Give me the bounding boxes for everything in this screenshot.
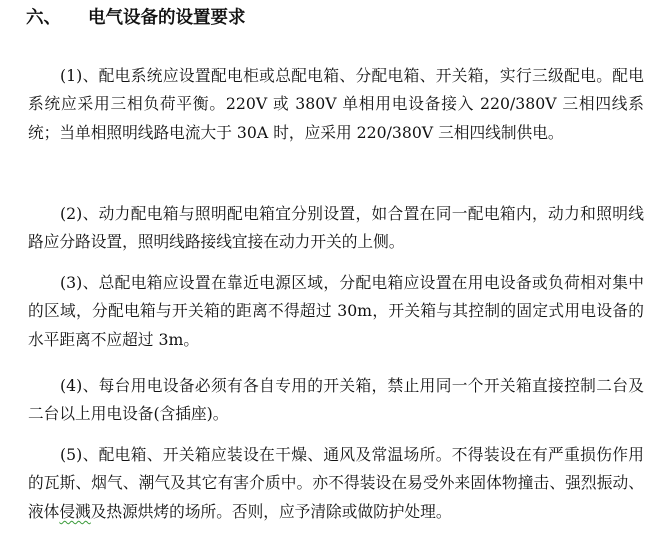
paragraph-5-text-before: (5)、配电箱、开关箱应装设在干燥、通风及常温场所。不得装设在有严重损伤作用的瓦斯、烟气、潮气及其它有害介质中。亦不得装设在易受外来固体物撞击、强烈振动、液体: [28, 445, 644, 521]
paragraph-5: [28, 441, 644, 526]
section-heading: [26, 6, 246, 30]
paragraph-5-text-after: 及热源烘烤的场所。否则，应予清除或做防护处理。: [90, 501, 452, 521]
section-number: 六、: [26, 8, 61, 28]
section-title: 电气设备的设置要求: [88, 8, 246, 28]
paragraph-3: (3)、总配电箱应设置在靠近电源区域，分配电箱应设置在用电设备或负荷相对集中的区域，分配电箱与开关箱的距离不得超过 30m，开关箱与其控制的固定式用电设备的水平距离不应超过 3m。: [28, 273, 644, 349]
spellcheck-marked-word: 侵溅: [59, 501, 91, 521]
paragraph-4: (4)、每台用电设备必须有各自专用的开关箱，禁止用同一个开关箱直接控制二台及二台以上用电设备(含插座)。: [28, 376, 644, 424]
paragraph-1: (1)、配电系统应设置配电柜或总配电箱、分配电箱、开关箱，实行三级配电。配电系统应采用三相负荷平衡。220V 或 380V 单相用电设备接入 220/380V 三相四线系统；当单相照明线路电流大于 30A 时，应采用 220/380V 三相四线制供电。: [28, 66, 644, 142]
paragraph-2: (2)、动力配电箱与照明配电箱宜分别设置，如合置在同一配电箱内，动力和照明线路应分路设置，照明线路接线宜接在动力开关的上侧。: [28, 204, 644, 252]
